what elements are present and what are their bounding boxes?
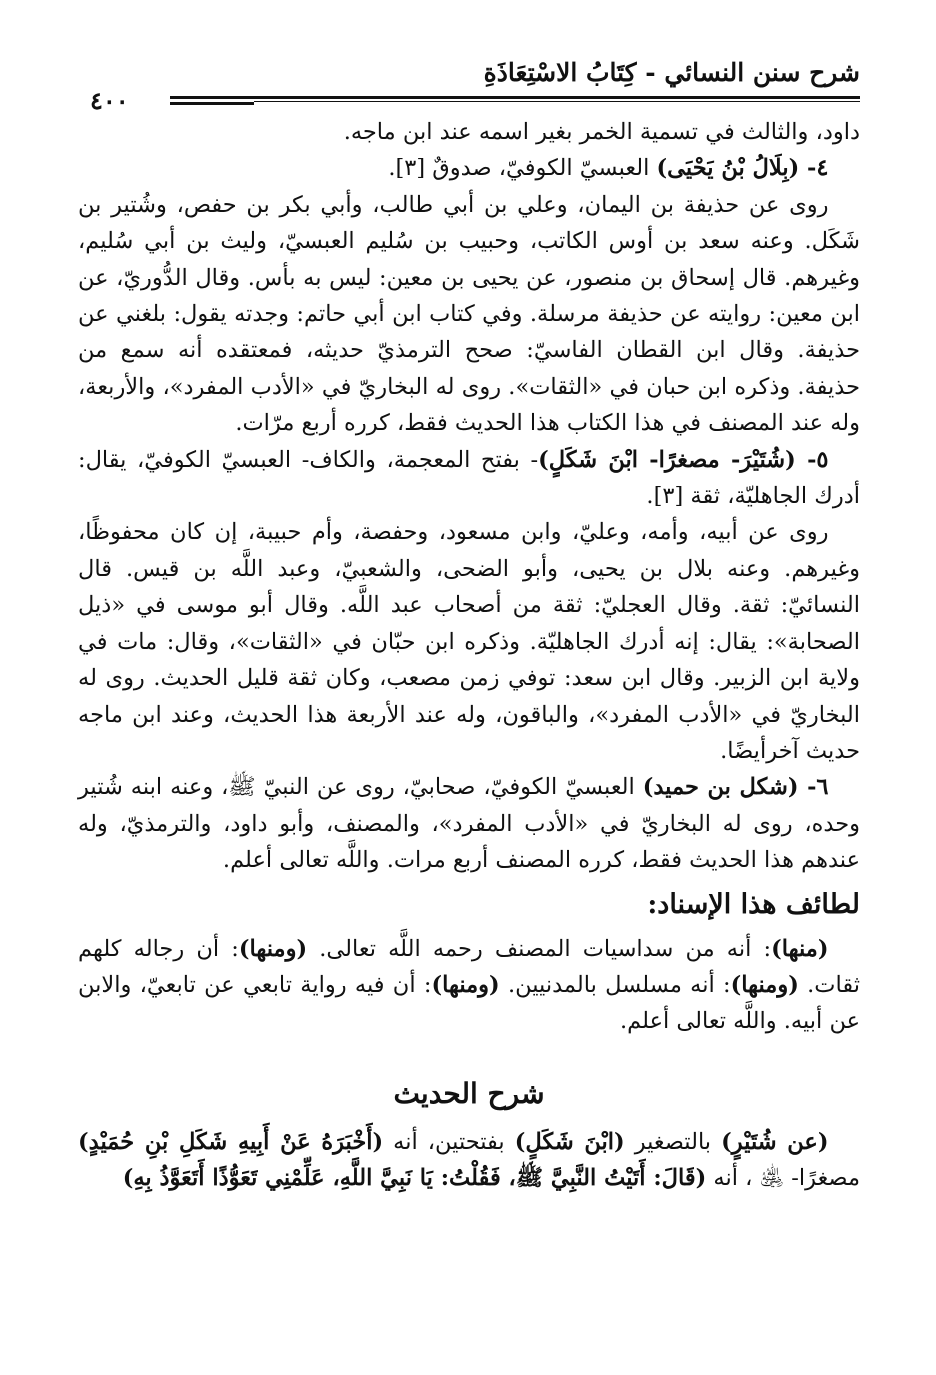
quote: (ابْنَ شَكَلٍ) [514,1128,625,1155]
narrator-name: ٦- (شكل بن حميد) [642,774,829,801]
running-title: شرح سنن النسائي - كِتَابُ الاسْتِعَاذَةِ [483,58,860,87]
page-number: ٤٠٠ [84,86,135,115]
text-run: بفتحتين، أنه [383,1128,515,1155]
text-run: : أنه من سداسيات المصنف رحمه اللَّه تعالى. [307,935,772,962]
quote: (عن شُتَيْرٍ) [721,1128,829,1155]
marker: (ومنها) [431,971,500,998]
marker: (منها) [771,935,829,962]
narrator-name: ٤- (بِلَالُ بْنُ يَحْيَى) [656,155,829,182]
page-number-rules [170,96,254,108]
text-run: بالتصغير [624,1128,722,1155]
text-run: : أن رجاله كلهم ثقات. [78,935,860,998]
paragraph [78,931,860,1040]
centered-heading: شرح الحديث [393,1076,545,1110]
book-page [78,52,860,1197]
marker: (ومنها) [238,935,308,962]
narrator-name: ٥- (شُتَيْرَ- مصغرًا- ابْنَ شَكَلٍ) [538,446,829,473]
narrator-entry [78,150,860,186]
narrator-entry [78,442,860,515]
marker: (ومنها) [730,971,799,998]
section-heading: لطائف هذا الإسناد: [647,888,860,920]
quote: (قَالَ: أَتَيْتُ النَّبِيَّ ﷺ، فَقُلْتُ: يَا نَبِيَّ اللَّهِ، عَلِّمْنِي تَعَوُّذًا أَتَعَوَّذُ بِهِ) [122,1165,707,1192]
text-run: : أنه مسلسل بالمدنيين. [499,971,731,998]
paragraph: روى عن حذيفة بن اليمان، وعلي بن أبي طالب، وأبي بكر بن حفص، وشُتير بن شَكَل. وعنه سعد بن أوس الكاتب، وحبيب بن سُليم العبسيّ، وليث بن أبي سُليم، وغيرهم. قال إسحاق بن منصور، عن يحيى بن معين: ليس به بأس. وقال الدُّوريّ، عن ابن معين: روايته عن حذيفة مرسلة. وفي كتاب ابن أبي حاتم: وجدته يقول: بلغني عن حذيفة. وقال ابن القطان الفاسيّ: صحح الترمذيّ حديثه، فمعتقده أنه سمع من حذيفة. وذكره ابن حبان في «الثقات». روى له البخاريّ في «الأدب المفرد»، والأربعة، وله عند المصنف في هذا الكتاب هذا الحديث فقط، كرره أربع مرّات. [78,191,860,437]
page-number-area [78,86,254,114]
paragraph [78,1124,860,1197]
text-run: مصغرًا- ﵁ ، أنه [706,1165,860,1192]
page-header [78,52,860,114]
quote: (أَخْبَرَهُ عَنْ أَبِيهِ شَكَلِ بْنِ حُمَيْدٍ) [78,1128,384,1155]
narrator-desc: - بفتح المعجمة، والكاف- العبسيّ الكوفيّ، يقال: أدرك الجاهليّة، ثقة [٣]. [78,446,860,510]
narrator-desc: العبسيّ الكوفيّ، صحابيّ، روى عن النبيّ ﷺ، وعنه ابنه شُتير وحده، روى له البخاريّ في «الأدب المفرد»، والمصنف، وأبو داود، والترمذيّ، وله عندهم هذا الحديث فقط، كرره المصنف أربع مرات. واللَّه تعالى أعلم. [78,774,860,874]
paragraph: داود، والثالث في تسمية الخمر بغير اسمه عند ابن ماجه. [343,119,860,145]
narrator-desc: العبسيّ الكوفيّ، صدوقٌ [٣]. [388,155,657,182]
text-run: : أن فيه رواية تابعي عن تابعيّ، والابن عن أبيه. واللَّه تعالى أعلم. [78,971,860,1035]
paragraph: روى عن أبيه، وأمه، وعليّ، وابن مسعود، وحفصة، وأم حبيبة، إن كان محفوظًا، وغيرهم. وعنه بلال بن يحيى، وأبو الضحى، والشعبيّ، وعبد اللَّه بن قيس. قال النسائيّ: ثقة. وقال العجليّ: ثقة من أصحاب عبد اللَّه. وقال أبو موسى في «ذيل الصحابة»: يقال: إنه أدرك الجاهليّة. وذكره ابن حبّان في «الثقات»، وقال: مات في ولاية ابن الزبير. وقال ابن سعد: توفي زمن مصعب، وكان ثقة قليل الحديث. روى له البخاريّ في «الأدب المفرد»، والباقون، وله عند الأربعة هذا الحديث، وعند ابن ماجه حديث آخرأيضًا. [78,519,860,764]
page-body [78,114,860,1197]
narrator-entry [78,769,860,878]
